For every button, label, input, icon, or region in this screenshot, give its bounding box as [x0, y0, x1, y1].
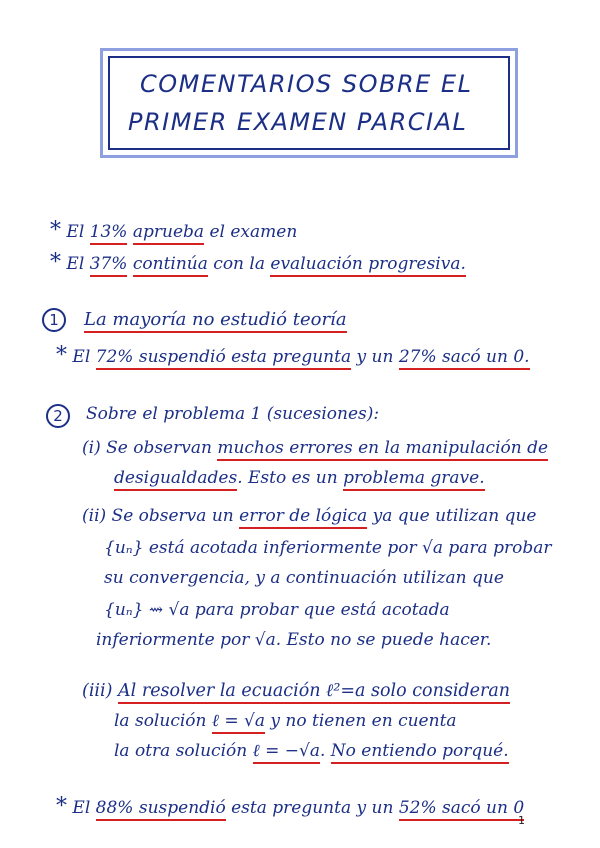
text-underlined: 72% suspendió esta pregunta: [96, 347, 351, 370]
item2-iii-line-3: [114, 743, 509, 760]
item2-i-line-1: [82, 440, 548, 457]
text: el examen: [209, 222, 298, 242]
text: El: [72, 798, 91, 818]
item2-ii-line-4: {uₙ} ⇝ √a para probar que está acotada: [104, 600, 450, 620]
item2-heading: Sobre el problema 1 (sucesiones):: [86, 404, 380, 424]
item-number-1: 1: [42, 308, 66, 332]
text-underlined: ℓ = √a: [212, 711, 265, 734]
page-number: 1: [518, 814, 525, 827]
text: El: [72, 347, 91, 367]
text-underlined: No entiendo porqué.: [331, 741, 509, 764]
text: esta pregunta y un: [231, 798, 394, 818]
item2-ii-line-3: su convergencia, y a continuación utilizan que: [104, 568, 504, 588]
text-underlined: muchos errores en la manipulación de: [217, 438, 548, 461]
text-underlined: 27% sacó un 0.: [399, 347, 530, 370]
item1-stat: [56, 345, 530, 367]
title-line-1: COMENTARIOS SOBRE EL: [140, 70, 473, 98]
stat-line-2: [50, 252, 466, 274]
heading-text: La mayoría no estudió teoría: [84, 309, 347, 333]
text: y un: [356, 347, 394, 367]
title-line-2: PRIMER EXAMEN PARCIAL: [128, 108, 468, 136]
pct-approve: 13%: [90, 222, 128, 245]
text: ya que utilizan que: [372, 506, 537, 526]
text-underlined: desigualdades: [114, 468, 237, 491]
text-underlined: aprueba: [133, 222, 204, 245]
bullet-star: *: [56, 343, 67, 368]
sub-label: (ii): [82, 506, 107, 526]
item1-heading: [84, 311, 347, 329]
text-underlined: continúa: [133, 254, 208, 277]
item2-ii-line-5: inferiormente por √a. Esto no se puede hacer.: [96, 630, 492, 650]
item2-iii-line-2: [114, 713, 457, 730]
text: Se observan: [106, 438, 212, 458]
text: Se observa un: [111, 506, 234, 526]
sub-label: (i): [82, 438, 101, 458]
text: la solución: [114, 711, 207, 731]
text-underlined: evaluación progresiva.: [270, 254, 465, 277]
bullet-star: *: [50, 250, 61, 275]
text-underlined: problema grave.: [343, 468, 485, 491]
text: El: [66, 222, 85, 242]
text: la otra solución: [114, 741, 248, 761]
text-underlined: Al resolver la ecuación ℓ²=a solo consideran: [118, 681, 510, 704]
bullet-star: *: [56, 794, 67, 819]
text-underlined: error de lógica: [239, 506, 367, 529]
text: El: [66, 254, 85, 274]
text-underlined: 88% suspendió: [96, 798, 226, 821]
pct-continue: 37%: [90, 254, 128, 277]
bullet-star: *: [50, 218, 61, 243]
text: .: [319, 741, 326, 761]
stat-line-1: [50, 220, 297, 242]
item2-ii-line-2: {uₙ} está acotada inferiormente por √a para probar: [104, 538, 552, 558]
text: y no tienen en cuenta: [270, 711, 457, 731]
final-stat: [56, 796, 524, 818]
sub-label: (iii): [82, 681, 113, 701]
text-underlined: ℓ = −√a: [253, 741, 320, 764]
text: . Esto es un: [237, 468, 338, 488]
item2-ii-line-1: [82, 508, 537, 525]
text-underlined: 52% sacó un 0: [399, 798, 524, 821]
item2-iii-line-1: [82, 683, 510, 701]
item-number-2: 2: [46, 404, 70, 428]
text: con la: [213, 254, 265, 274]
item2-i-line-2: [114, 470, 485, 487]
